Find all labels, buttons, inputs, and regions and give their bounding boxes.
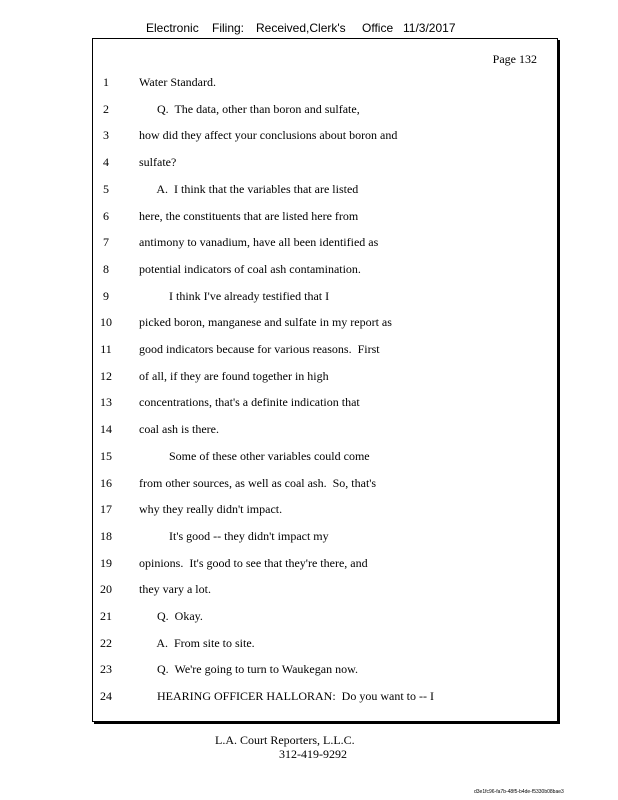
transcript-line [93, 529, 557, 545]
line-text: of all, if they are found together in high [139, 368, 329, 383]
filing-date: 11/3/2017 [403, 21, 456, 35]
filing-stamp [0, 21, 618, 37]
line-number: 23 [100, 662, 112, 677]
transcript-line [93, 262, 557, 278]
line-text: Q. Okay. [139, 609, 203, 623]
transcript-line [93, 502, 557, 518]
line-number: 12 [100, 368, 112, 383]
line-text: from other sources, as well as coal ash. So, that's [139, 475, 377, 490]
filing-received: Received,Clerk's [256, 21, 346, 35]
transcript-line [93, 75, 557, 91]
transcript-line [93, 582, 557, 598]
line-text: picked boron, manganese and sulfate in my report as [139, 315, 392, 330]
transcript-line [93, 636, 557, 652]
document-id: d3e1fc96-fa7b-48f5-b4de-f5330b08bae3 [474, 789, 564, 795]
line-number: 8 [103, 261, 109, 276]
line-number: 1 [103, 75, 109, 89]
transcript-line [93, 102, 557, 118]
transcript-line [93, 369, 557, 385]
reporter-phone: 312-419-9292 [279, 747, 347, 761]
filing-office: Office [362, 21, 394, 35]
line-text: It's good -- they didn't impact my [139, 528, 329, 543]
transcript-line [93, 289, 557, 305]
line-text: coal ash is there. [139, 422, 219, 437]
filing-filing: Filing: [212, 21, 245, 35]
line-number: 5 [103, 181, 109, 196]
line-number: 24 [100, 689, 112, 704]
line-number: 13 [100, 395, 112, 410]
line-number: 21 [100, 609, 112, 623]
filing-electronic: Electronic [146, 21, 199, 35]
line-number: 16 [100, 475, 112, 490]
line-text: antimony to vanadium, have all been identified as [139, 235, 379, 250]
line-text: Water Standard. [139, 75, 217, 89]
line-text: HEARING OFFICER HALLORAN: Do you want to -- I [139, 689, 434, 704]
line-number: 19 [100, 555, 112, 570]
transcript-line [93, 315, 557, 331]
line-text: they vary a lot. [139, 582, 211, 597]
transcript-line [93, 209, 557, 225]
transcript-line [93, 128, 557, 144]
line-number: 7 [103, 235, 109, 250]
transcript-line [93, 556, 557, 572]
page-number: Page 132 [492, 52, 537, 66]
line-text: Some of these other variables could come [139, 448, 370, 463]
line-text: A. I think that the variables that are listed [139, 181, 359, 196]
transcript-line [93, 689, 557, 705]
reporter-company: L.A. Court Reporters, L.L.C. [215, 733, 355, 747]
transcript-line [93, 395, 557, 411]
line-text: here, the constituents that are listed here from [139, 208, 359, 223]
transcript-line [93, 422, 557, 438]
line-text: Q. We're going to turn to Waukegan now. [139, 662, 358, 677]
line-text: good indicators because for various reasons. First [139, 342, 380, 356]
transcript-line [93, 155, 557, 171]
line-number: 20 [100, 582, 112, 597]
line-number: 11 [100, 342, 112, 356]
line-number: 3 [103, 128, 109, 143]
transcript-line [93, 182, 557, 198]
line-text: I think I've already testified that I [139, 288, 330, 303]
line-number: 15 [100, 448, 112, 463]
transcript-line [93, 476, 557, 492]
transcript-line [93, 609, 557, 625]
line-number: 4 [103, 155, 109, 170]
line-text: Q. The data, other than boron and sulfate, [139, 101, 360, 116]
line-text: how did they affect your conclusions about boron and [139, 128, 398, 143]
line-number: 18 [100, 528, 112, 543]
transcript-line [93, 662, 557, 678]
line-number: 9 [103, 288, 109, 303]
line-text: opinions. It's good to see that they're there, and [139, 555, 368, 570]
transcript-line [93, 342, 557, 358]
line-text: potential indicators of coal ash contamination. [139, 261, 361, 276]
line-number: 10 [100, 315, 112, 330]
line-text: why they really didn't impact. [139, 502, 283, 517]
line-text: A. From site to site. [139, 635, 255, 650]
line-text: concentrations, that's a definite indication that [139, 395, 360, 410]
transcript-page [92, 38, 558, 722]
line-number: 14 [100, 422, 112, 437]
line-number: 6 [103, 208, 109, 223]
line-number: 2 [103, 101, 109, 116]
line-text: sulfate? [139, 155, 177, 170]
transcript-line [93, 235, 557, 251]
line-number: 22 [100, 635, 112, 650]
transcript-line [93, 449, 557, 465]
line-number: 17 [100, 502, 112, 517]
